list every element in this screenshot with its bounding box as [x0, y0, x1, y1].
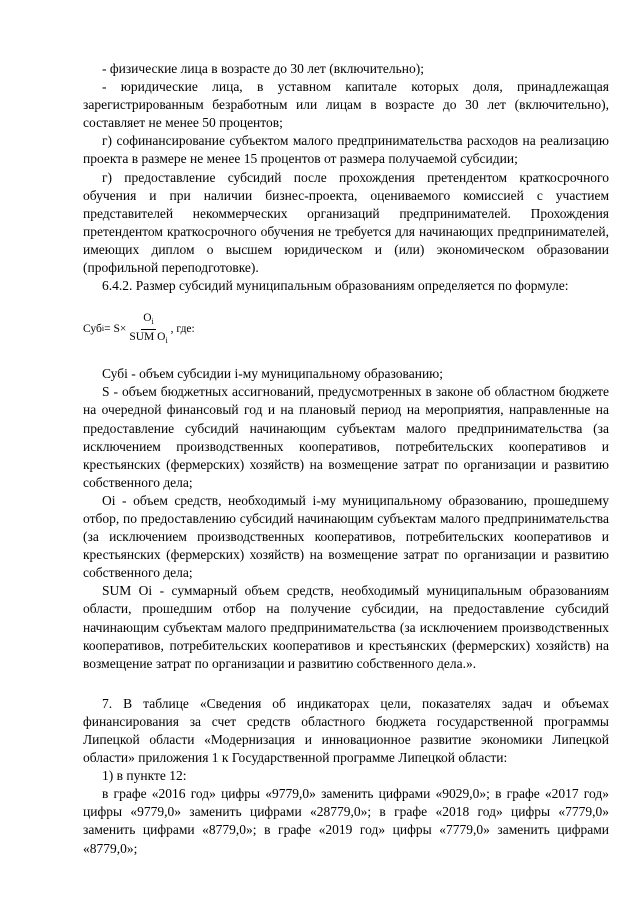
def-s: S - объем бюджетных ассигнований, предусмотренных в законе об областном бюджете на очередной финансовый год и на плановый период на мероприятия, направленные на предоставление субсидий начинающим субъектам малого предпринимательства (за исключением производственных кооперативов, потребительских кооперативов и крестьянских (фермерских) хозяйств) на возмещение затрат по организации и развитию собственного дела;	[83, 384, 609, 490]
subitem-1: 1) в пункте 12:	[102, 768, 187, 784]
def-subsidy: Субi - объем субсидии i-му муниципальному образованию;	[102, 366, 444, 382]
formula-intro: 6.4.2. Размер субсидий муниципальным образованиям определяется по формуле:	[102, 278, 569, 294]
list-item-individuals: - физические лица в возрасте до 30 лет (включительно);	[102, 61, 424, 76]
formula-tail: , где:	[170, 323, 195, 336]
formula-eq: = S×	[104, 323, 127, 336]
document-page	[83, 60, 609, 858]
condition-training: г) предоставление субсидий после прохождения претендентом краткосрочного обучения и при наличии бизнес-проекта, оцениваемого комиссией с участием представителей некоммерческих организаций предпринимателей. Прохождения претендентом краткосрочного обучения не требуется для начинающих предпринимателей, имеющих диплом о высшем юридическом и (или) экономическом образовании (профильной переподготовке).	[83, 169, 609, 276]
formula-numerator: O	[143, 311, 152, 324]
list-item-legal-entities: - юридические лица, в уставном капитале которых доля, принадлежащая зарегистрированным безработным или лицам в возрасте до 30 лет (включительно), составляет не менее 50 процентов;	[83, 79, 609, 131]
def-sum-oi: SUM Oi - суммарный объем средств, необходимый муниципальным образованиям области, прошедшим отбор на получение субсидии, на предоставление субсидий начинающим субъектам малого предпринимательства (за исключением производственных кооперативов, потребительских кооперативов и крестьянских (фермерских) хозяйств) на возмещение затрат по организации и развитию собственного дела.».	[83, 583, 609, 671]
formula-numerator-sub: i	[151, 316, 154, 326]
def-oi: Oi - объем средств, необходимый i-му муниципальному образованию, прошедшему отбор, по предоставлению субсидий начинающим субъектам малого предпринимательства (за исключением производственных кооперативов, потребительских кооперативов и крестьянских (фермерских) хозяйств) на возмещение затрат по организации и развитию собственного дела;	[83, 492, 609, 581]
formula-fraction	[127, 311, 169, 348]
subsidy-formula	[83, 309, 609, 349]
replacement-text: в графе «2016 год» цифры «9779,0» заменить цифрами «9029,0»; в графе «2017 год» цифры «9779,0» заменить цифрами «28779,0»; в графе «2018 год» цифры «7779,0» заменить цифрами «8779,0»; в графе «2019 год» цифры «7779,0» заменить цифрами «8779,0»;	[83, 786, 609, 856]
formula-denominator: SUM O	[129, 330, 166, 343]
formula-lhs: Суб	[83, 323, 102, 336]
formula-lhs-sub: i	[101, 324, 105, 334]
formula-denominator-sub: i	[165, 335, 168, 345]
item-7: 7. В таблице «Сведения об индикаторах цели, показателях задач и объемах финансирования за счет средств областного бюджета государственной программы Липецкой области «Модернизация и инновационное развитие экономики Липецкой области» приложения 1 к Государственной программе Липецкой области:	[83, 695, 609, 766]
condition-cofinancing: г) софинансирование субъектом малого предпринимательства расходов на реализацию проекта в размере не менее 15 процентов от размера получаемой субсидии;	[83, 133, 609, 167]
